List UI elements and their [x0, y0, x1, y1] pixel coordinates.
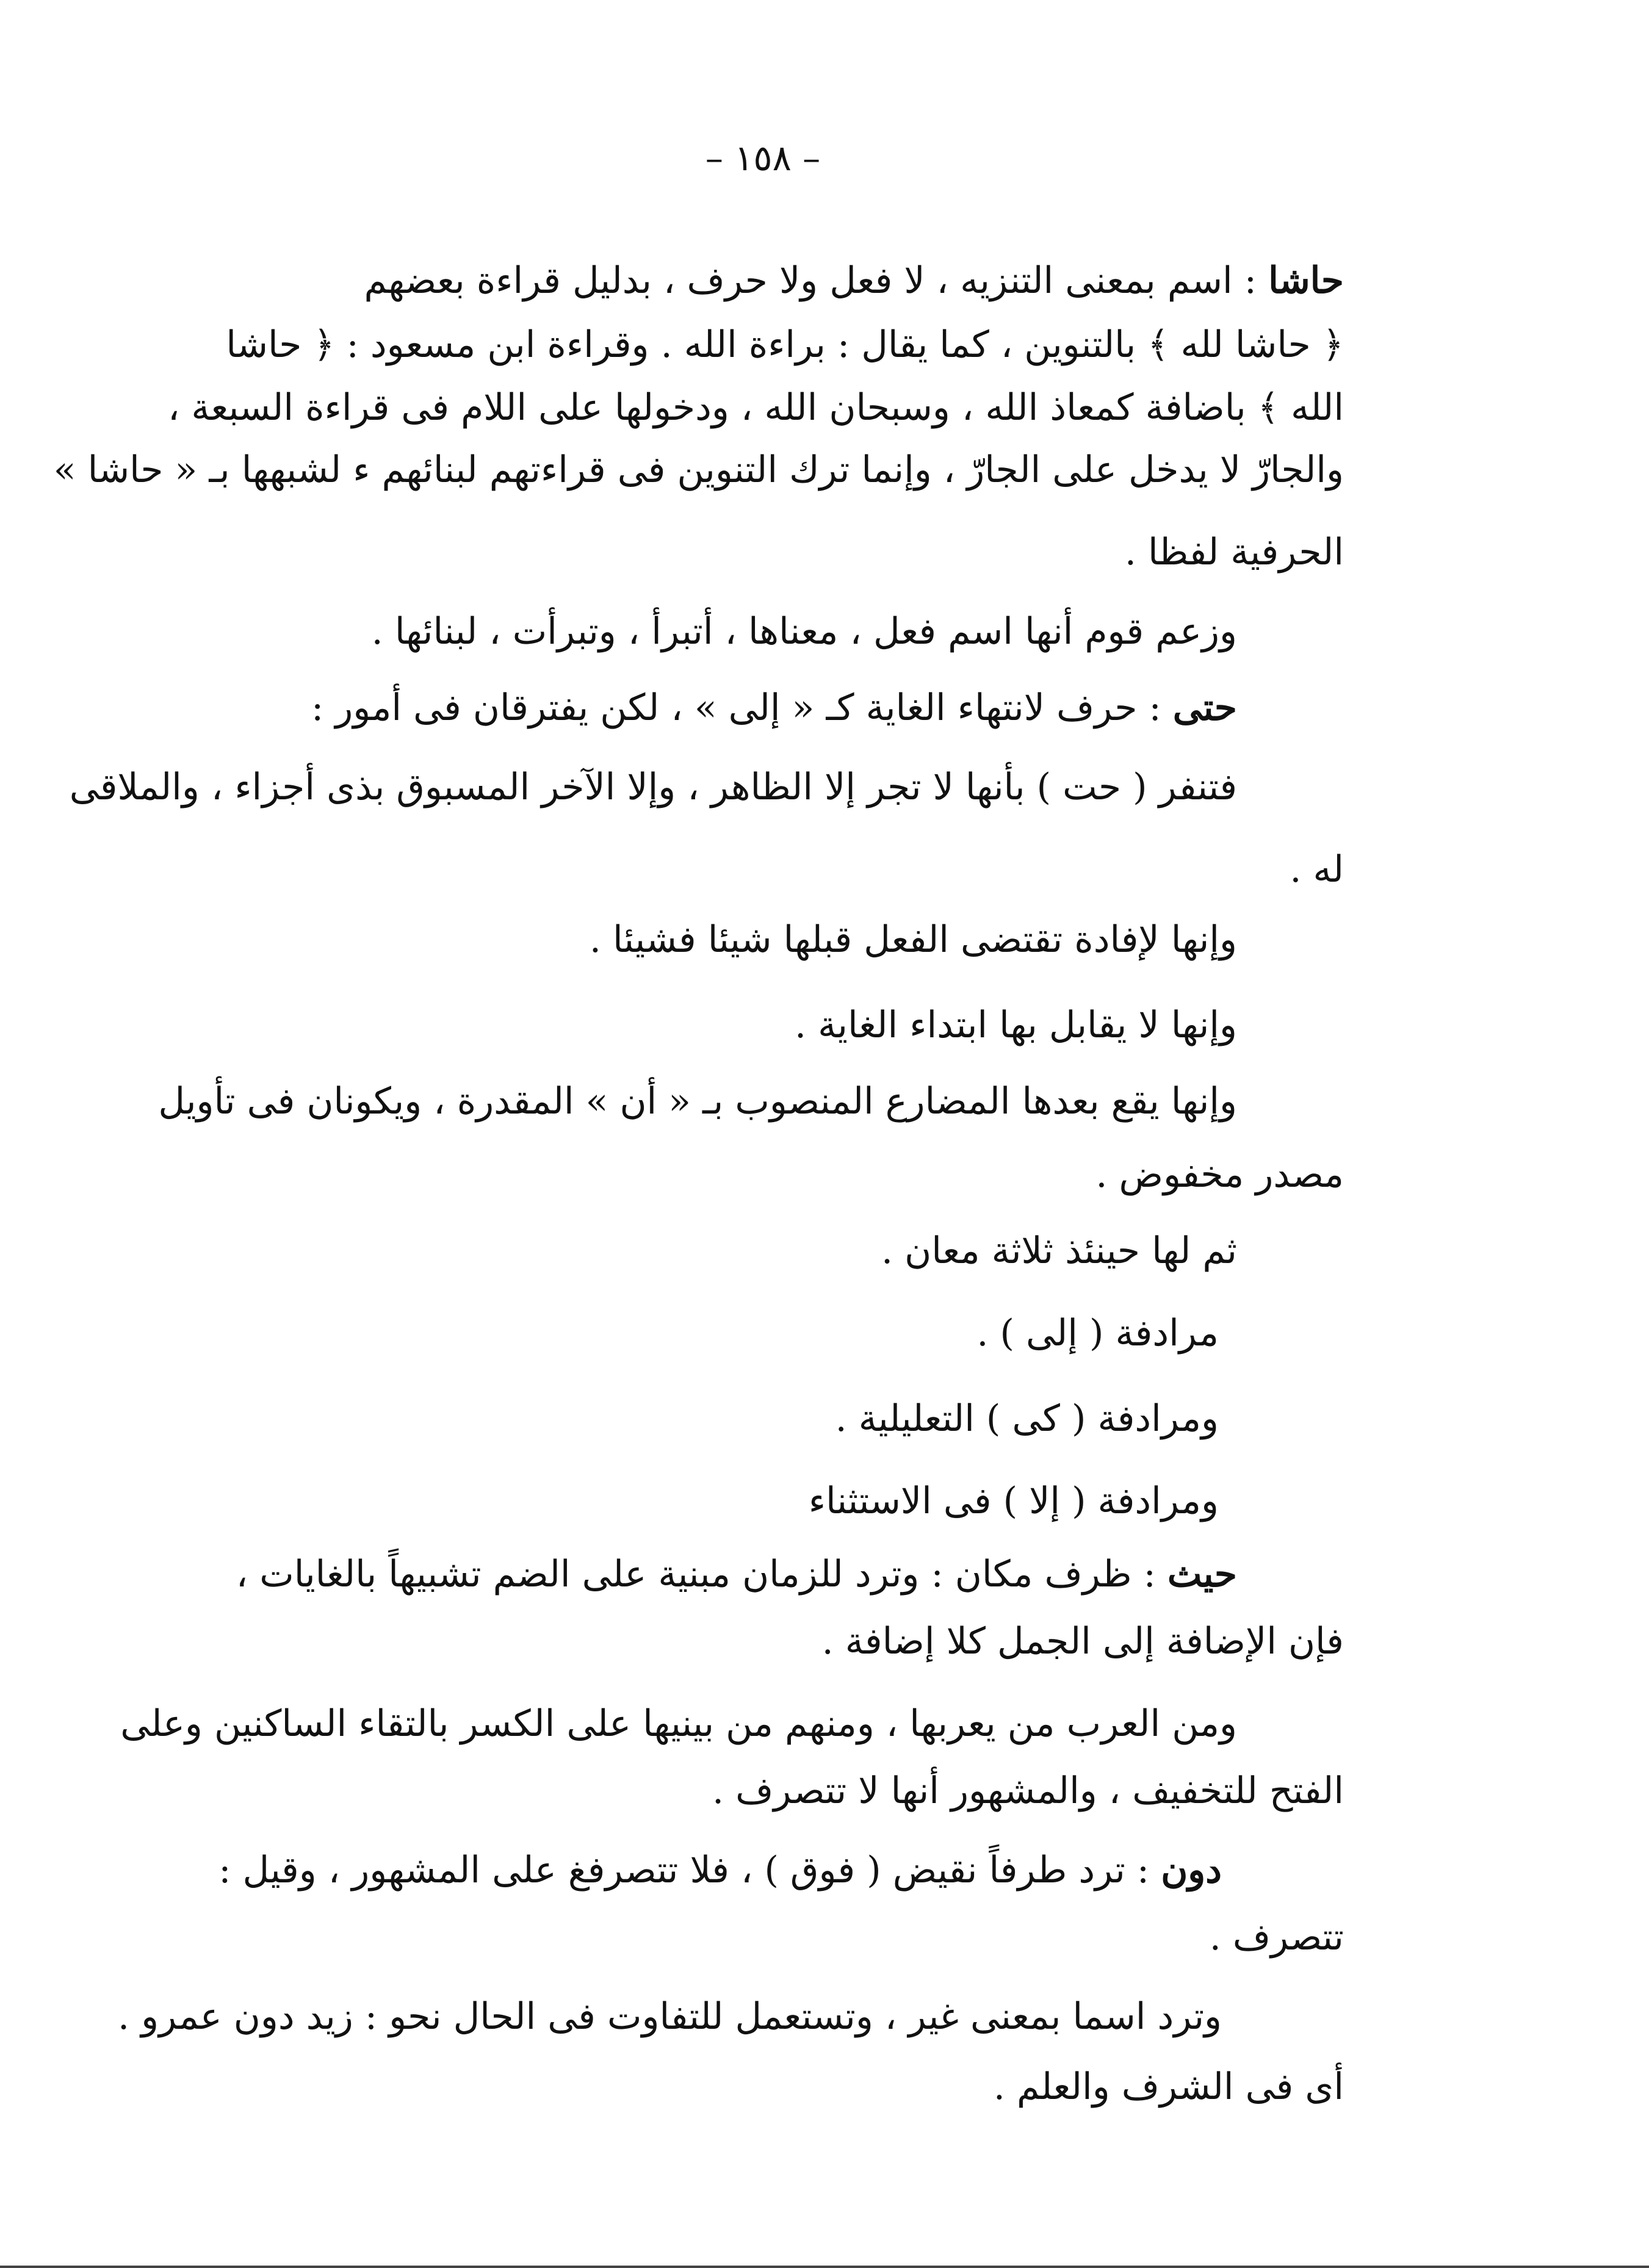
paragraph-line: الله ﴾ باضافة كمعاذ الله ، وسبحان الله ، ودخولها على اللام فى قراءة السبعة ،	[167, 386, 1344, 429]
paragraph-line: ﴿ حاشا لله ﴾ بالتنوين ، كما يقال : براءة الله . وقراءة ابن مسعود : ﴿ حاشا	[226, 323, 1344, 366]
paragraph-line: تتصرف .	[1209, 1916, 1344, 1959]
paragraph-line: له .	[1290, 848, 1344, 891]
paragraph-line: والجارّ لا يدخل على الجارّ ، وإنما ترك التنوين فى قراءتهم لبنائهم ء لشبهها بـ « حاشا »	[53, 448, 1344, 491]
paragraph-line: وترد اسما بمعنى غير ، وتستعمل للتفاوت فى الحال نحو : زيد دون عمرو .	[118, 1995, 1222, 2038]
scan-bottom-edge	[0, 2266, 1649, 2268]
entry-term: دون	[1161, 1849, 1222, 1892]
paragraph-line: ومرادفة ( إلا ) فى الاستثناء	[808, 1480, 1219, 1522]
paragraph-line: الحرفية لفظا .	[1124, 531, 1344, 574]
paragraph-line: ومن العرب من يعربها ، ومنهم من بينيها على الكسر بالتقاء الساكنين وعلى	[120, 1702, 1237, 1745]
paragraph-line: الفتح للتخفيف ، والمشهور أنها لا تتصرف .	[712, 1769, 1344, 1812]
paragraph-text: : حرف لانتهاء الغاية كـ « إلى » ، لكن يفترقان فى أمور :	[311, 686, 1173, 729]
entry-term: حاشا	[1268, 259, 1344, 302]
paragraph-line: ثم لها حينئذ ثلاثة معان .	[881, 1229, 1237, 1272]
paragraph-line: فتنفر ( حت ) بأنها لا تجر إلا الظاهر ، وإلا الآخر المسبوق بذى أجزاء ، والملاقى	[69, 766, 1237, 808]
paragraph-line: مرادفة ( إلى ) .	[976, 1312, 1219, 1355]
paragraph-text: : ترد طرفاً نقيض ( فوق ) ، فلا تتصرفغ على المشهور ، وقيل :	[218, 1849, 1161, 1892]
paragraph-line	[364, 256, 1344, 305]
paragraph-line: وإنها لإفادة تقتضى الفعل قبلها شيئا فشيئا .	[589, 918, 1237, 961]
paragraph-line: وزعم قوم أنها اسم فعل ، معناها ، أتبرأ ، وتبرأت ، لبنائها .	[371, 610, 1237, 653]
entry-term: حتى	[1172, 686, 1237, 729]
page-number: – ١٥٨ –	[705, 137, 821, 179]
paragraph-line: وإنها يقع بعدها المضارع المنصوب بـ « أن » المقدرة ، ويكونان فى تأويل	[158, 1080, 1237, 1123]
paragraph-line	[218, 1846, 1222, 1895]
paragraph-text: : اسم بمعنى التنزيه ، لا فعل ولا حرف ، بدليل قراءة بعضهم	[364, 259, 1269, 302]
entry-term: حيث	[1167, 1553, 1237, 1596]
paragraph-line: وإنها لا يقابل بها ابتداء الغاية .	[794, 1004, 1237, 1046]
paragraph-line: مصدر مخفوض .	[1095, 1153, 1344, 1196]
paragraph-line	[311, 683, 1237, 732]
paragraph-line: فإن الإضافة إلى الجمل كلا إضافة .	[821, 1620, 1344, 1663]
paragraph-line: ومرادفة ( كى ) التعليلية .	[835, 1397, 1219, 1440]
paragraph-text: : ظرف مكان : وترد للزمان مبنية على الضم تشبيهاً بالغايات ،	[236, 1553, 1167, 1596]
paragraph-line	[236, 1550, 1237, 1599]
paragraph-line: أى فى الشرف والعلم .	[993, 2065, 1344, 2108]
